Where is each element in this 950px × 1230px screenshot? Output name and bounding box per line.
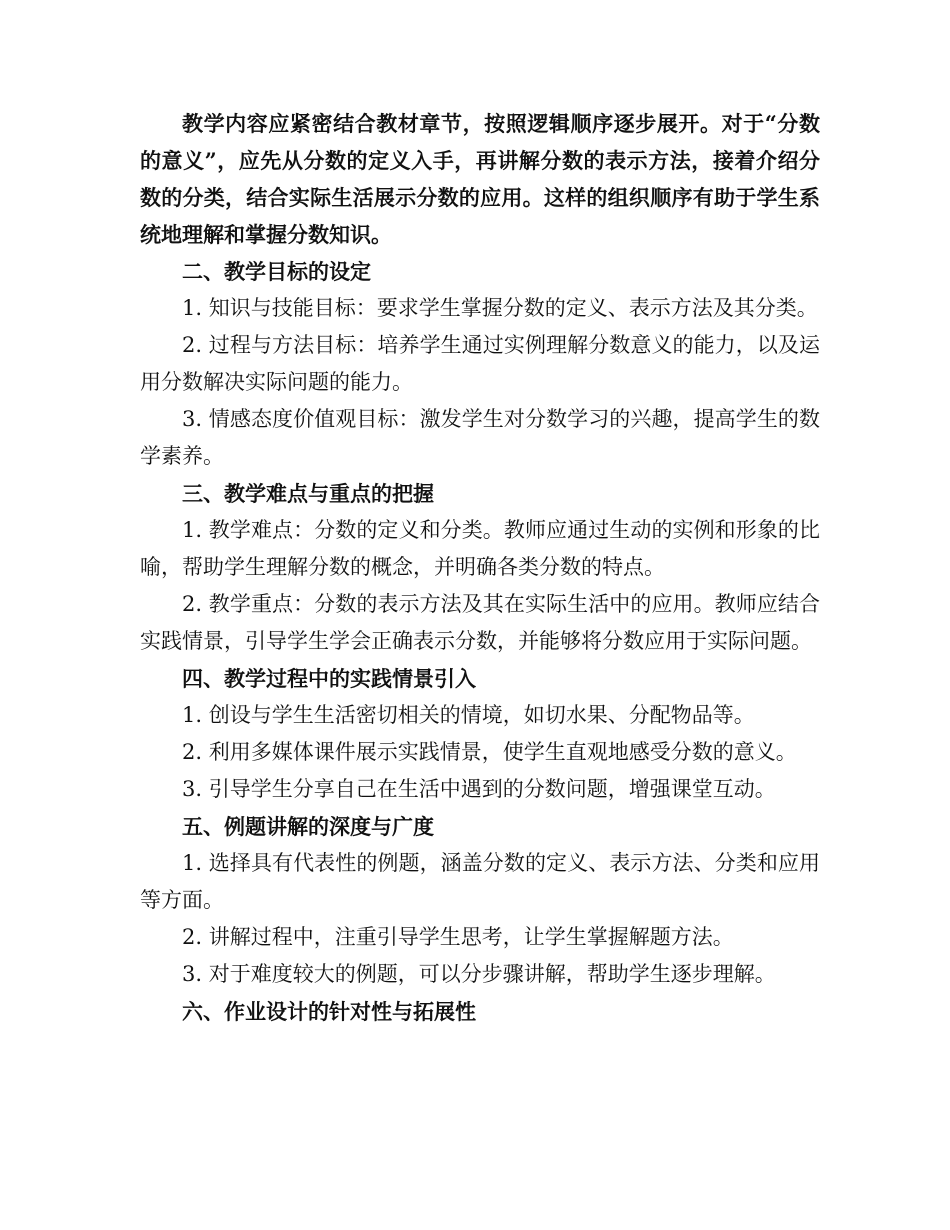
list-item: 1. 创设与学生生活密切相关的情境，如切水果、分配物品等。 [182, 703, 755, 727]
intro-paragraph: 教学内容应紧密结合教材章节，按照逻辑顺序逐步展开。对于“分数的意义”，应先从分数的定义入手，再讲解分数的表示方法，接着介绍分数的分类，结合实际生活展示分数的应用。这样的组织顺序有助于学生系统地理解和掌握分数知识。 [140, 111, 820, 247]
list-item: 3. 引导学生分享自己在生活中遇到的分数问题，增强课堂互动。 [182, 777, 776, 801]
section-heading-practice: 四、教学过程中的实践情景引入 [182, 666, 476, 691]
list-item: 3. 情感态度价值观目标：激发学生对分数学习的兴趣，提高学生的数学素养。 [140, 407, 820, 468]
list-item: 1. 知识与技能目标：要求学生掌握分数的定义、表示方法及其分类。 [182, 296, 818, 320]
list-item: 1. 选择具有代表性的例题，涵盖分数的定义、表示方法、分类和应用等方面。 [140, 851, 820, 912]
list-item: 2. 教学重点：分数的表示方法及其在实际生活中的应用。教师应结合实践情景，引导学生学会正确表示分数，并能够将分数应用于实际问题。 [140, 592, 820, 653]
list-item: 2. 过程与方法目标：培养学生通过实例理解分数意义的能力，以及运用分数解决实际问题的能力。 [140, 333, 820, 394]
section-heading-homework: 六、作业设计的针对性与拓展性 [182, 999, 476, 1024]
document-body [140, 105, 820, 1030]
section-heading-goals: 二、教学目标的设定 [182, 259, 371, 284]
list-item: 2. 利用多媒体课件展示实践情景，使学生直观地感受分数的意义。 [182, 740, 797, 764]
list-item: 2. 讲解过程中，注重引导学生思考，让学生掌握解题方法。 [182, 925, 734, 949]
list-item: 3. 对于难度较大的例题，可以分步骤讲解，帮助学生逐步理解。 [182, 962, 776, 986]
section-heading-examples: 五、例题讲解的深度与广度 [182, 814, 434, 839]
section-heading-key-points: 三、教学难点与重点的把握 [182, 481, 434, 506]
list-item: 1. 教学难点：分数的定义和分类。教师应通过生动的实例和形象的比喻，帮助学生理解分数的概念，并明确各类分数的特点。 [140, 518, 820, 579]
